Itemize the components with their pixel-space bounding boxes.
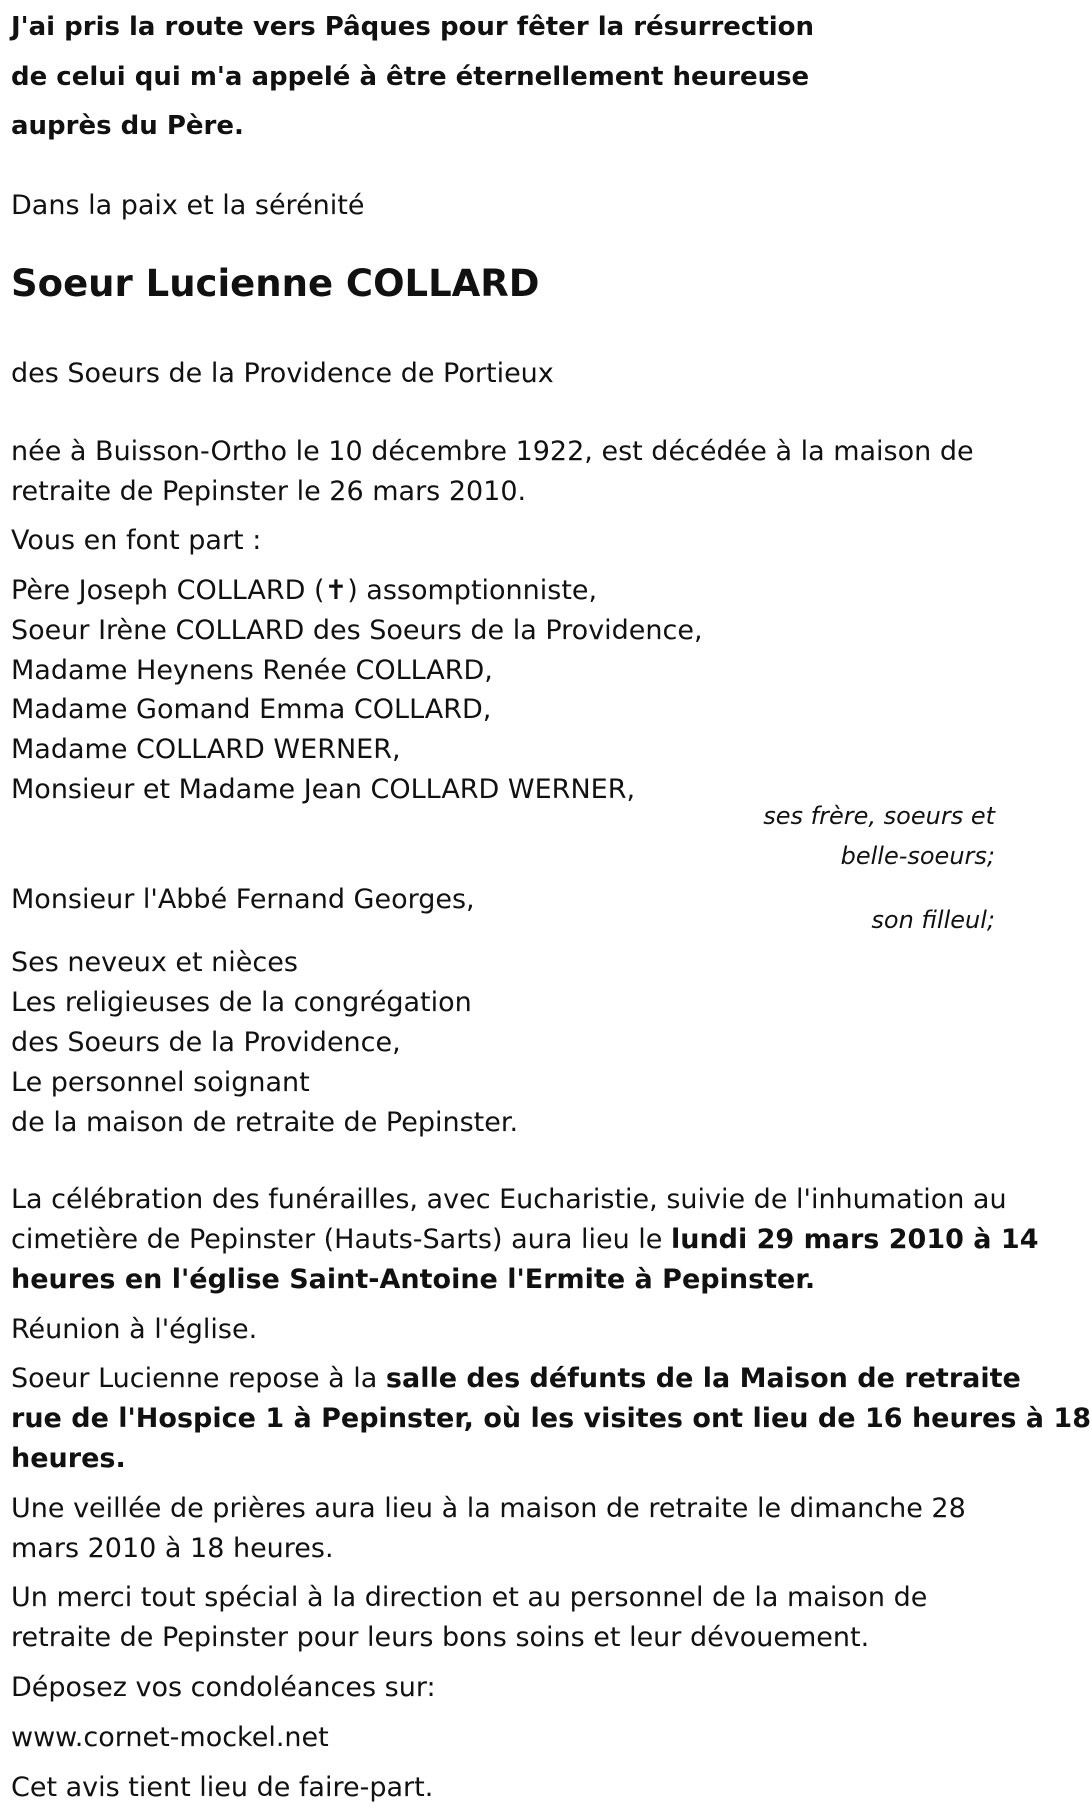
repose-line-3	[11, 1439, 126, 1479]
family-member: Monsieur et Madame Jean COLLARD WERNER,	[11, 774, 636, 805]
funeral-line-2	[11, 1220, 1039, 1260]
godson-name: Monsieur l'Abbé Fernand Georges,	[11, 884, 475, 915]
quote-line-3: auprès du Père.	[11, 111, 244, 141]
condolences-label: Déposez vos condoléances sur:	[11, 1672, 436, 1703]
repose-line-1	[11, 1359, 1021, 1399]
funeral-line-3	[11, 1260, 815, 1300]
family-member: Madame Gomand Emma COLLARD,	[11, 694, 492, 725]
announce-intro: Vous en font part :	[11, 525, 262, 556]
deceased-name: Soeur Lucienne COLLARD	[11, 262, 540, 305]
intro-text: Dans la paix et la sérénité	[11, 190, 365, 221]
repose-hours-end: heures.	[11, 1443, 126, 1474]
quote-line-1: J'ai pris la route vers Pâques pour fêter la résurrection	[11, 12, 815, 42]
other-mourner: Le personnel soignant	[11, 1067, 310, 1098]
thanks-line-1: Un merci tout spécial à la direction et au personnel de la maison de	[11, 1582, 928, 1613]
repose-place: salle des défunts de la Maison de retraite	[385, 1363, 1021, 1394]
quote-line-2: de celui qui m'a appelé à être éternellement heureuse	[11, 62, 810, 92]
vigil-line-1: Une veillée de prières aura lieu à la maison de retraite le dimanche 28	[11, 1493, 966, 1524]
thanks-line-2: retraite de Pepinster pour leurs bons soins et leur dévouement.	[11, 1622, 870, 1653]
congregation-text: des Soeurs de la Providence de Portieux	[11, 358, 554, 389]
funeral-line-2-plain: cimetière de Pepinster (Hauts-Sarts) aura lieu le	[11, 1224, 671, 1255]
funeral-location: heures en l'église Saint-Antoine l'Ermite à Pepinster.	[11, 1264, 816, 1295]
repose-line-2	[11, 1399, 1091, 1439]
repose-line-1-plain: Soeur Lucienne repose à la	[11, 1363, 386, 1394]
family-member: Père Joseph COLLARD (✝) assomptionniste,	[11, 575, 598, 606]
other-mourner: de la maison de retraite de Pepinster.	[11, 1107, 519, 1138]
birth-death-line-1: née à Buisson-Ortho le 10 décembre 1922, est décédée à la maison de	[11, 436, 974, 467]
other-mourner: Les religieuses de la congrégation	[11, 987, 472, 1018]
reunion-text: Réunion à l'église.	[11, 1314, 258, 1345]
vigil-line-2: mars 2010 à 18 heures.	[11, 1533, 334, 1564]
family-member: Madame COLLARD WERNER,	[11, 734, 401, 765]
repose-address: rue de l'Hospice 1 à Pepinster, où les visites ont lieu de 16 heures à 18	[11, 1403, 1091, 1434]
website-link[interactable]: www.cornet-mockel.net	[11, 1722, 329, 1753]
family-relation-line-1: ses frère, soeurs et	[763, 802, 995, 830]
family-relation-line-2: belle-soeurs;	[840, 842, 995, 870]
other-mourner: des Soeurs de la Providence,	[11, 1027, 401, 1058]
godson-relation: son filleul;	[871, 906, 995, 934]
funeral-date: lundi 29 mars 2010 à 14	[670, 1224, 1039, 1255]
family-member: Soeur Irène COLLARD des Soeurs de la Providence,	[11, 615, 703, 646]
other-mourner: Ses neveux et nièces	[11, 947, 298, 978]
funeral-line-1: La célébration des funérailles, avec Eucharistie, suivie de l'inhumation au	[11, 1184, 1007, 1215]
birth-death-line-2: retraite de Pepinster le 26 mars 2010.	[11, 476, 527, 507]
closing-text: Cet avis tient lieu de faire-part.	[11, 1772, 434, 1803]
family-member: Madame Heynens Renée COLLARD,	[11, 655, 493, 686]
